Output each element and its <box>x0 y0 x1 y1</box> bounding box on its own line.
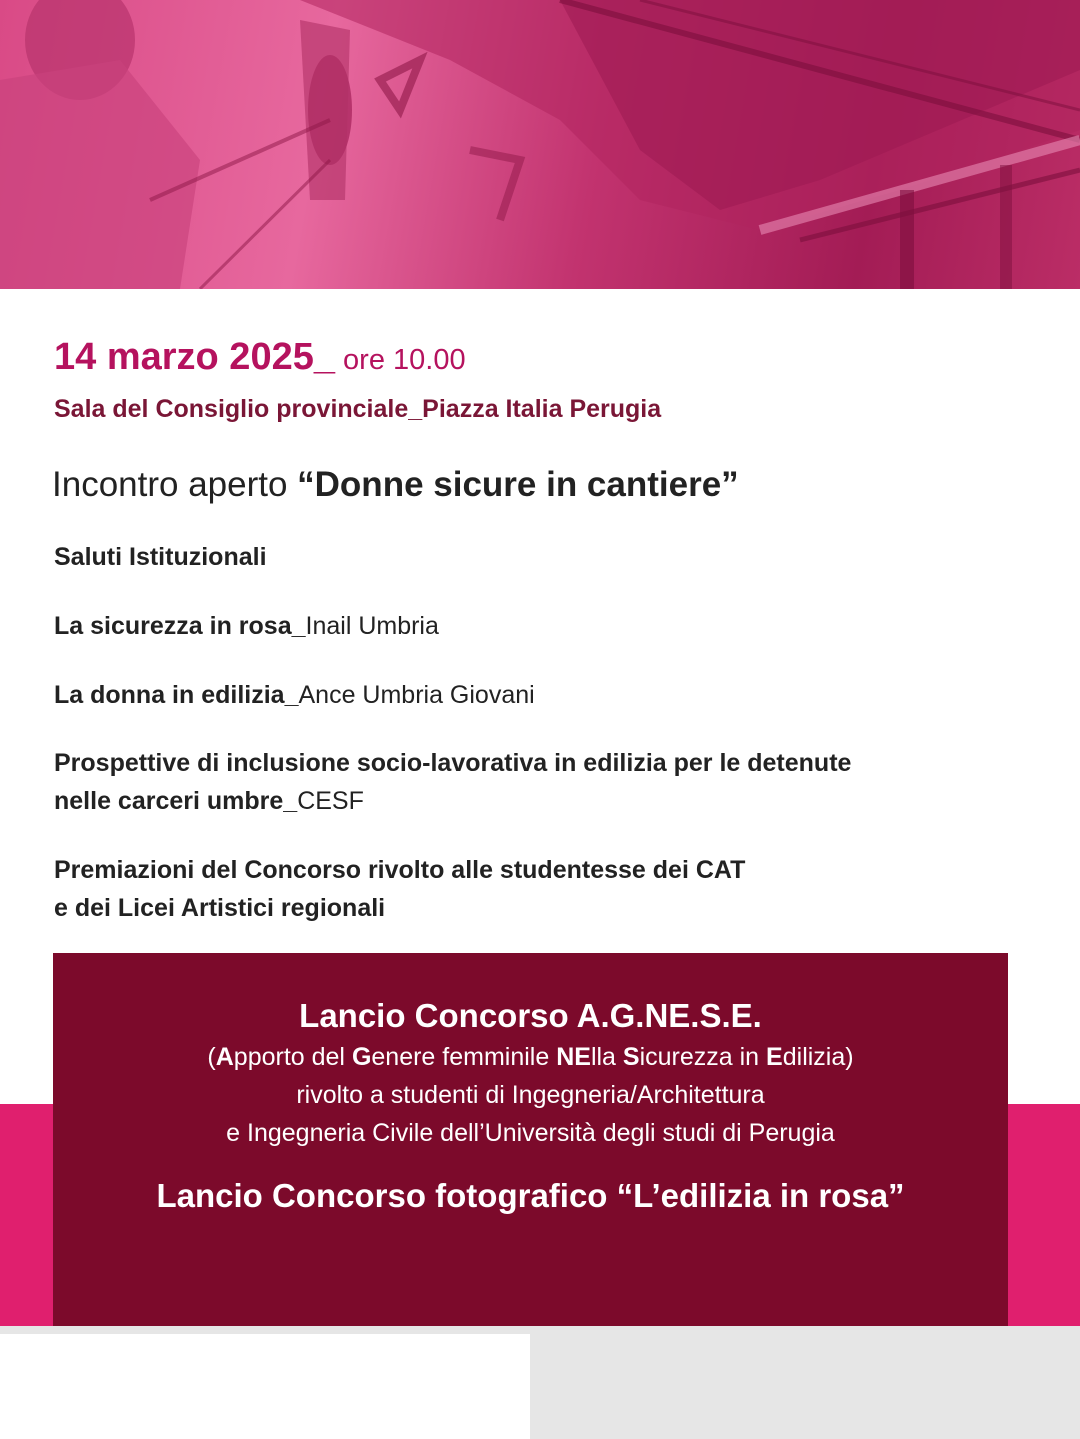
agenda-item: La sicurezza in rosa_Inail Umbria <box>54 612 439 640</box>
hero-photo <box>0 0 1080 289</box>
agnese-audience-line: rivolto a studenti di Ingegneria/Architettura <box>296 1081 765 1109</box>
event-time: ore 10.00 <box>334 344 466 376</box>
agenda-item: La donna in edilizia_Ance Umbria Giovani <box>54 681 535 709</box>
photo-contest-title: Lancio Concorso fotografico “L’edilizia in rosa” <box>156 1177 905 1214</box>
event-venue: Sala del Consiglio provinciale_Piazza Italia Perugia <box>54 395 662 423</box>
agenda-item: Premiazioni del Concorso rivolto alle studentesse dei CAT e dei Licei Artistici regionali <box>54 856 746 922</box>
event-date: 14 marzo 2025_ <box>54 336 335 378</box>
footer-grey-block <box>530 1326 1080 1439</box>
event-date-time <box>54 336 466 379</box>
agnese-contest-title: Lancio Concorso A.G.NE.S.E. <box>299 997 762 1034</box>
footer-divider <box>0 1326 530 1334</box>
construction-photo-illustration <box>0 0 1080 289</box>
meeting-title: Incontro aperto “Donne sicure in cantiere” <box>52 465 739 504</box>
agenda-item: Prospettive di inclusione socio-lavorativa in edilizia per le detenute nelle carceri umbre_CESF <box>54 749 852 815</box>
contest-panel <box>53 953 1008 1326</box>
agnese-university-line: e Ingegneria Civile dell’Università degli studi di Perugia <box>226 1119 835 1147</box>
agnese-acronym-expansion: (Apporto del Genere femminile NElla Sicurezza in Edilizia) <box>207 1043 854 1071</box>
agenda-item: Saluti Istituzionali <box>54 543 267 571</box>
